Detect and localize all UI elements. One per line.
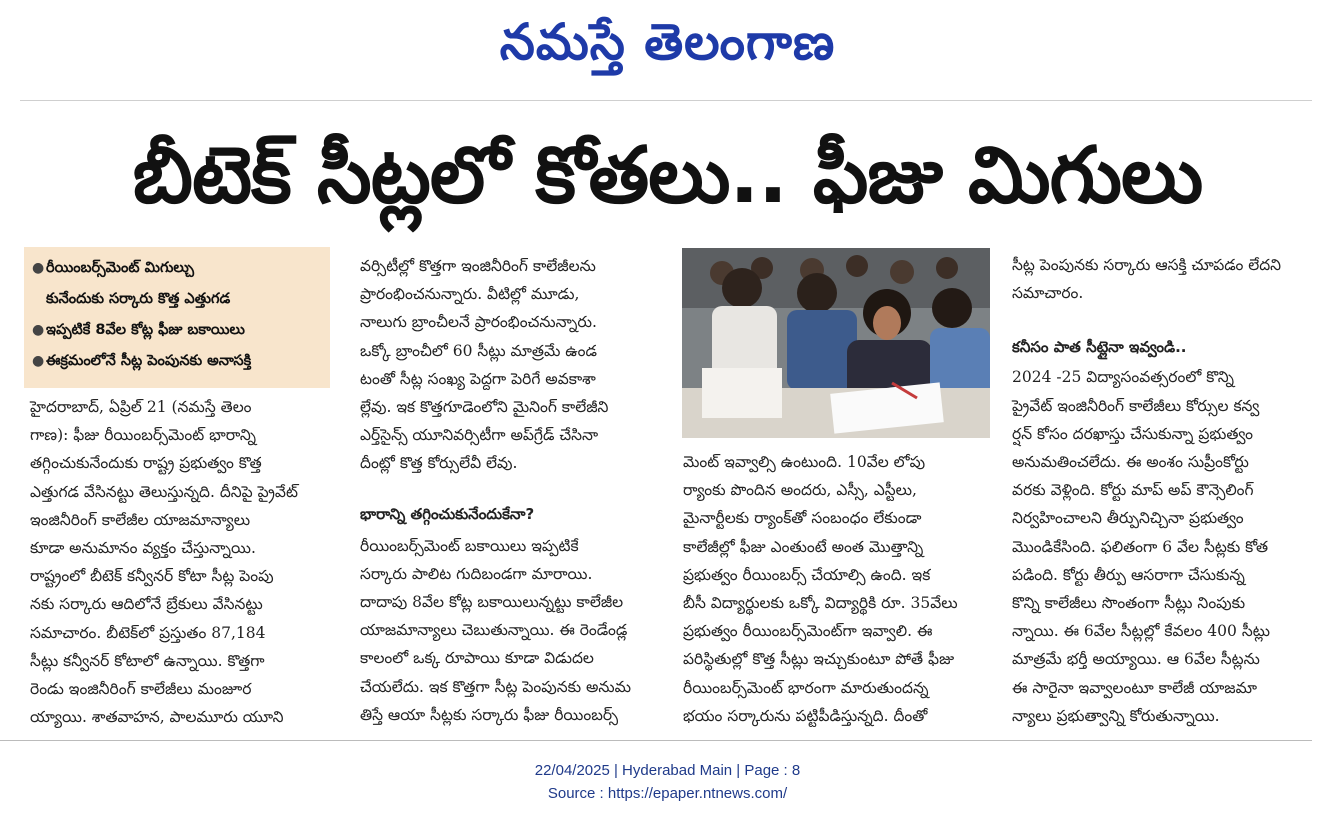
highlight-item: ● ఇప్పటికే 8వేల కోట్ల ఫీజు బకాయిలు <box>28 315 326 346</box>
text-line: సమాచారం. <box>1012 284 1084 303</box>
text-line: ఎత్తుగడ వేసినట్టు తెలుస్తున్నది. దీనిపై ప్రైవేట్ <box>30 482 298 501</box>
text-line: బీసీ విద్యార్థులకు ఒక్కో విద్యార్థికి రూ. 35వేలు <box>683 594 958 613</box>
text-line: తగ్గించుకునేందుకు రాష్ట్ర ప్రభుత్వం కొత్త <box>30 454 262 473</box>
text-line: ర్షన్ కోసం దరఖాస్తు చేసుకున్నా ప్రభుత్వం <box>1012 424 1253 443</box>
highlights-box <box>24 247 330 388</box>
text-line: మాత్రమే భర్తీ అయ్యాయి. ఆ 6వేల సీట్లను <box>1012 650 1260 669</box>
footer-source[interactable]: Source : https://epaper.ntnews.com/ <box>547 785 788 802</box>
text-line: సమాచారం. బీటెక్‌లో ప్రస్తుతం 87,184 <box>30 623 266 642</box>
article-column-2 <box>360 252 664 729</box>
text-line: వర్సిటీల్లో కొత్తగా ఇంజినీరింగ్ కాలేజీలను <box>360 257 596 275</box>
text-line: హైదరాబాద్, ఏప్రిల్ 21 (నమస్తే తెలం <box>30 398 252 416</box>
text-line: 2024 -25 విద్యాసంవత్సరంలో కొన్ని <box>1012 368 1234 387</box>
text-line: అనుమతించలేదు. ఈ అంశం సుప్రీంకోర్టు <box>1012 453 1249 472</box>
article-column-4 <box>1012 251 1314 730</box>
text-line: దాదాపు 8వేల కోట్ల బకాయిలున్నట్టు కాలేజీల <box>360 593 624 612</box>
highlight-item: ● రీయింబర్స్‌మెంట్ మిగుల్చు <box>28 253 326 284</box>
students-photo <box>682 248 990 438</box>
text-line: ప్రభుత్వం రీయింబర్స్‌మెంట్‌గా ఇవ్వాలి. ఈ <box>683 622 933 641</box>
text-line: కొన్ని కాలేజీలు సొంతంగా సీట్లు నింపుకు <box>1012 594 1246 613</box>
divider <box>0 740 1312 741</box>
text-line: మొండికేసింది. ఫలితంగా 6 వేల సీట్లకు కోత <box>1012 537 1269 556</box>
highlight-item-cont: కునేందుకు సర్కారు కొత్త ఎత్తుగడ <box>46 291 231 307</box>
text-line: రాష్ట్రంలో బీటెక్ కన్వీనర్ కోటా సీట్ల పెంపు <box>30 567 274 586</box>
text-line: పడింది. కోర్టు తీర్పు ఆసరాగా చేసుకున్న <box>1012 565 1245 584</box>
text-line: టంతో సీట్ల సంఖ్య పెద్దగా పెరిగే అవకాశా <box>360 369 596 388</box>
text-line: ల్లేవు. ఇక కొత్తగూడెంలోని మైనింగ్ కాలేజీని <box>360 398 609 417</box>
classroom-image <box>682 248 990 438</box>
text-line: ప్రభుత్వం రీయింబర్స్ చేయాల్సి ఉంది. ఇక <box>683 565 931 584</box>
text-line: కాలంలో ఒక్క రూపాయి కూడా విడుదల <box>360 649 594 668</box>
text-line: ప్రైవేట్ ఇంజినీరింగ్ కాలేజీలు కోర్సుల కన్వ <box>1012 396 1260 415</box>
highlight-item: ● ఈక్రమంలోనే సీట్ల పెంపునకు అనాసక్తి <box>28 346 326 377</box>
text-line: ఈ సారైనా ఇవ్వాలంటూ కాలేజీ యాజమా <box>1012 678 1257 697</box>
text-line: భయం సర్కారును పట్టిపీడిస్తున్నది. దీంతో <box>683 706 928 725</box>
article-column-1 <box>30 393 330 731</box>
text-line: న్యాలు ప్రభుత్వాన్ని కోరుతున్నాయి. <box>1012 706 1220 725</box>
subheading: భారాన్ని తగ్గించుకునేందుకేనా? <box>360 504 535 523</box>
text-line: నాలుగు బ్రాంచీలనే ప్రారంభించనున్నారు. <box>360 313 597 332</box>
text-line: యాజమాన్యాలు చెబుతున్నాయి. ఈ రెండేండ్ల <box>360 621 628 640</box>
text-line: న్నాయి. ఈ 6వేల సీట్లల్లో కేవలం 400 సీట్లు <box>1012 622 1271 641</box>
text-line: గాణ): ఫీజు రీయింబర్స్‌మెంట్ భారాన్ని <box>30 426 256 445</box>
bullet-icon: ● <box>32 260 45 276</box>
text-line: దీంట్లో కొత్త కోర్సులేవీ లేవు. <box>360 454 518 473</box>
text-line: పరిస్థితుల్లో కొత్త సీట్లు ఇచ్చుకుంటూ పోతే ఫీజు <box>683 650 955 669</box>
divider <box>20 100 1312 101</box>
text-line: ఎర్త్‌సైన్స్ యూనివర్సిటీగా అప్‌గ్రేడ్ చేసినా <box>360 426 599 445</box>
subheading: కనీసం పాత సీట్లైనా ఇవ్వండి.. <box>1012 338 1187 357</box>
text-line: య్యాయి. శాతవాహన, పాలమూరు యూని <box>30 708 284 727</box>
text-line: సీట్లు కన్వీనర్ కోటాలో ఉన్నాయి. కొత్తగా <box>30 651 265 670</box>
text-line: రెండు ఇంజినీరింగ్ కాలేజీలు మంజూర <box>30 680 252 699</box>
headline: బీటెక్ సీట్లలో కోతలు.. ఫీజు మిగులు <box>132 131 1203 221</box>
text-line: వరకు వెళ్లింది. కోర్టు మాప్ అప్ కౌన్సెలింగ్ <box>1012 481 1254 500</box>
text-line: కాలేజీల్లో ఫీజు ఎంతుంటే అంత మొత్తాన్ని <box>683 537 924 556</box>
bullet-icon: ● <box>32 353 45 369</box>
text-line: మెంట్ ఇవ్వాల్సి ఉంటుంది. 10వేల లోపు <box>683 453 926 471</box>
text-line: చేయలేదు. ఇక కొత్తగా సీట్ల పెంపునకు అనుమ <box>360 677 632 696</box>
text-line: ర్యాంకు పొందిన అందరు, ఎస్సీ, ఎస్టీలు, <box>683 481 917 500</box>
masthead-logo: నమస్తే తెలంగాణ <box>499 13 836 71</box>
text-line: నిర్వహించాలని తీర్పునిచ్చినా ప్రభుత్వం <box>1012 509 1244 528</box>
text-line: మైనార్టీలకు ర్యాంక్‌తో సంబంధం లేకుండా <box>683 509 922 528</box>
text-line: సీట్ల పెంపునకు సర్కారు ఆసక్తి చూపడం లేదని <box>1012 256 1282 274</box>
text-line: తిస్తే ఆయా సీట్లకు సర్కారు ఫీజు రీయింబర్స్ <box>360 705 618 724</box>
article-column-3 <box>683 448 989 730</box>
text-line: ప్రారంభించనున్నారు. వీటిల్లో మూడు, <box>360 285 580 304</box>
text-line: సర్కారు పాలిట గుదిబండగా మారాయి. <box>360 564 593 583</box>
text-line: ఒక్కో బ్రాంచీలో 60 సీట్లు మాత్రమే ఉండ <box>360 341 598 360</box>
text-line: నకు సర్కారు ఆదిలోనే బ్రేకులు వేసినట్టు <box>30 595 263 614</box>
text-line: ఇంజినీరింగ్ కాలేజీల యాజమాన్యాలు <box>30 510 251 529</box>
text-line: రీయింబర్స్‌మెంట్ బకాయిలు ఇప్పటికే <box>360 536 579 555</box>
text-line: కూడా అనుమానం వ్యక్తం చేస్తున్నాయి. <box>30 539 256 558</box>
footer-date-edition: 22/04/2025 | Hyderabad Main | Page : 8 <box>534 762 801 779</box>
text-line: రీయింబర్స్‌మెంట్ భారంగా మారుతుందన్న <box>683 678 929 697</box>
bullet-icon: ● <box>32 322 45 338</box>
